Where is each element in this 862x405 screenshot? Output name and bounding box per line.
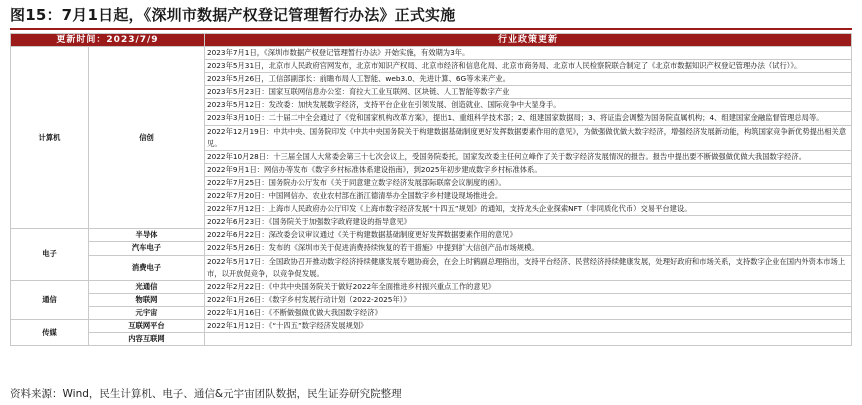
- table-row: [11, 333, 852, 346]
- title-rule: [10, 28, 852, 30]
- sector-cell: 计算机: [11, 47, 89, 229]
- subsector-cell: 物联网: [89, 293, 205, 306]
- table-row: [11, 306, 852, 319]
- policy-cell: 2023年5月23日：国家互联网信息办公室：育拉大工业互联网、区块链、人工智能等数字产业: [205, 86, 852, 99]
- policy-cell: 2023年5月31日，北京市人民政府官网发布，北京市知识产权局、北京市经济和信息化局、北京市商务局、北京市人民检察院联合制定了《北京市数据知识产权登记管理办法（试行）》。: [205, 60, 852, 73]
- policy-cell: 2022年5月26日：发布的《深圳市关于促进消费持续恢复的若干措施》中提到扩大信创产品市场规模。: [205, 242, 852, 255]
- policy-update-header: 行业政策更新: [205, 34, 852, 47]
- policy-cell: 2022年5月17日：全国政协召开推动数字经济持续健康发展专题协商会，在会上时鹤副总理指出，支持平台经济、民营经济持续健康发展，处理好政府和市场关系，支持数字企业在国内外资本市场上市，以开放促竞争，以竞争促发展。: [205, 255, 852, 280]
- policy-cell: [205, 333, 852, 346]
- policy-cell: 2022年7月20日：中国网信办、农业农村部在浙江德清举办全国数字乡村建设现场推进会。: [205, 190, 852, 203]
- policy-cell: 2023年5月26日，工信部副部长：前瞻布局人工智能、web3.0、先进计算、6G等未来产业。: [205, 73, 852, 86]
- sector-cell: 传媒: [11, 319, 89, 345]
- subsector-cell: 互联网平台: [89, 319, 205, 332]
- source-note: 资料来源：Wind，民生计算机、电子、通信&元宇宙团队数据，民生证券研究院整理: [10, 388, 402, 400]
- table-row: [11, 293, 852, 306]
- table-row: [11, 255, 852, 280]
- subsector-cell: 消费电子: [89, 255, 205, 280]
- figure-title: 图15：7月1日起，《深圳市数据产权登记管理暂行办法》正式实施: [10, 6, 456, 24]
- table-row: [11, 242, 852, 255]
- subsector-cell: 信创: [89, 47, 205, 229]
- sector-cell: 通信: [11, 280, 89, 319]
- subsector-cell: 半导体: [89, 229, 205, 242]
- subsector-cell: 汽车电子: [89, 242, 205, 255]
- policy-cell: 2022年12月19日：中共中央、国务院印发《中共中央国务院关于构建数据基础制度更好发挥数据要素作用的意见》，为做强做优做大数字经济，增强经济发展新动能，构筑国家竞争新优势提出相关意见。: [205, 125, 852, 150]
- table-row: [11, 319, 852, 332]
- subsector-cell: 光通信: [89, 280, 205, 293]
- table-row: [11, 47, 852, 60]
- policy-cell: 2022年9月1日：网信办等发布《数字乡村标准体系建设指南》，到2025年初步建成数字乡村标准体系。: [205, 163, 852, 176]
- subsector-cell: 内容互联网: [89, 333, 205, 346]
- policy-cell: 2022年7月12日：上海市人民政府办公厅印发《上海市数字经济发展“十四五”规划》的通知，支持龙头企业探索NFT（非同质化代币）交易平台建设。: [205, 203, 852, 216]
- table-header-row: [11, 34, 852, 47]
- policy-cell: 2022年6月23日：《国务院关于加强数字政府建设的指导意见》: [205, 216, 852, 229]
- update-time-header: 更新时间：2023/7/9: [11, 34, 205, 47]
- policy-cell: 2023年7月1日，《深圳市数据产权登记管理暂行办法》开始实施，有效期为3年。: [205, 47, 852, 60]
- policy-cell: 2022年6月22日：深改委会议审议通过《关于构建数据基础制度更好发挥数据要素作用的意见》: [205, 229, 852, 242]
- policy-cell: 2022年7月25日：国务院办公厅发布《关于同意建立数字经济发展部际联席会议制度的函》。: [205, 176, 852, 189]
- policy-cell: 2023年3月10日：二十届二中全会通过了《党和国家机构改革方案》，提出1、重组科学技术部；2、组建国家数据局；3、将证监会调整为国务院直属机构；4、组建国家金融监督管理总局等。: [205, 112, 852, 125]
- table-row: [11, 229, 852, 242]
- policy-cell: 2022年1月26日：《数字乡村发展行动计划（2022-2025年）》: [205, 293, 852, 306]
- policy-cell: 2022年10月28日：十三届全国人大常委会第三十七次会议上，受国务院委托，国家发改委主任何立峰作了关于数字经济发展情况的报告。报告中提出要不断做强做优做大我国数字经济。: [205, 150, 852, 163]
- policy-cell: 2022年1月16日：《不断做强做优做大我国数字经济》: [205, 306, 852, 319]
- table-row: [11, 280, 852, 293]
- sector-cell: 电子: [11, 229, 89, 280]
- policy-cell: 2022年2月22日：《中共中央国务院关于做好2022年全面推进乡村振兴重点工作的意见》: [205, 280, 852, 293]
- policy-cell: 2023年5月12日：发改委：加快发展数字经济，支持平台企业在引领发展、创造就业、国际竞争中大显身手。: [205, 99, 852, 112]
- subsector-cell: 元宇宙: [89, 306, 205, 319]
- policy-cell: 2022年1月12日：《“十四五”数字经济发展规划》: [205, 319, 852, 332]
- policy-table: [10, 33, 852, 346]
